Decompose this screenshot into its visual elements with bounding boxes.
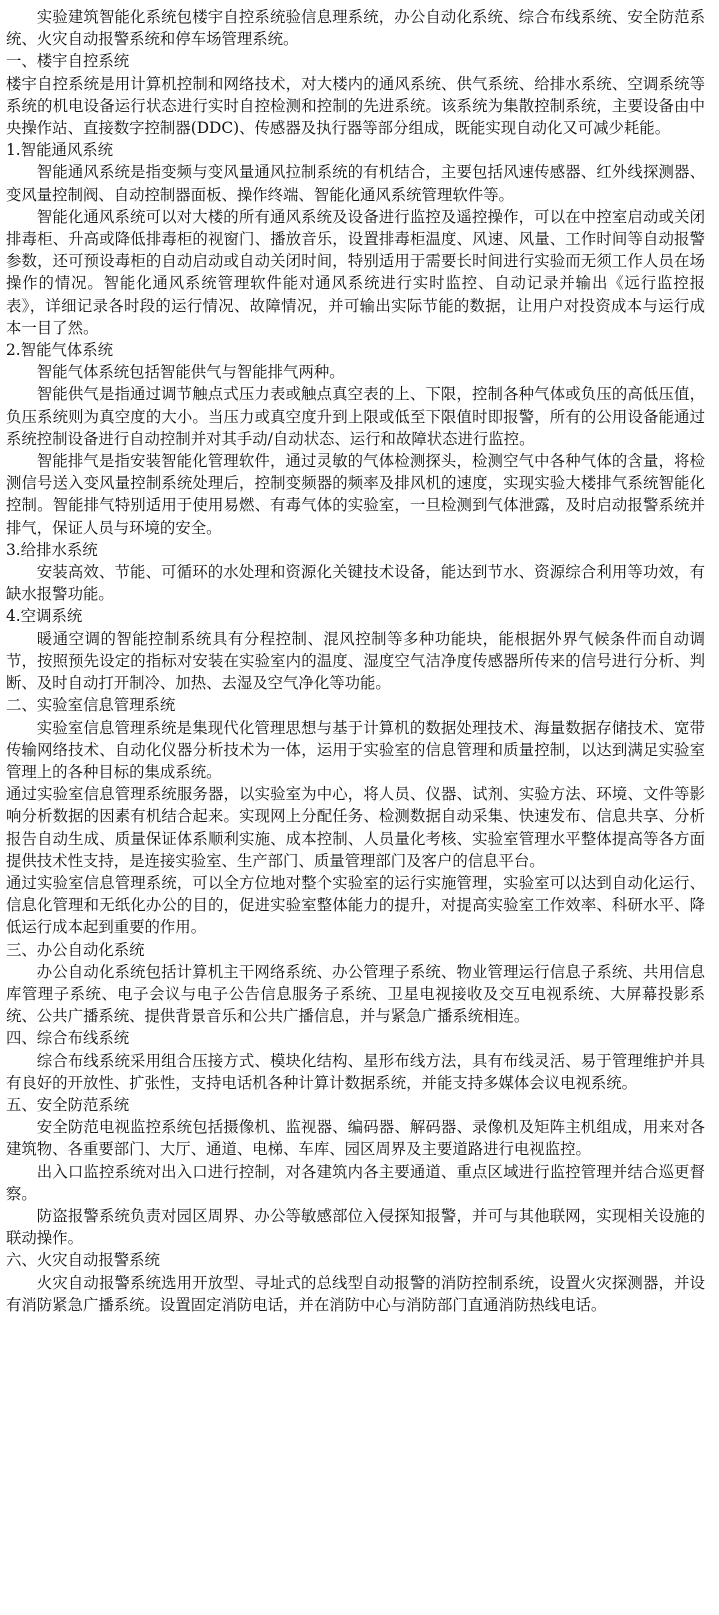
paragraph: 办公自动化系统包括计算机主干网络系统、办公管理子系统、物业管理运行信息子系统、共用信息库管理子系统、电子会议与电子公告信息服务子系统、卫星电视接收及交互电视系统、大屏幕投影系统、公共广播系统、提供背景音乐和公共广播信息，并与紧急广播系统相连。 bbox=[6, 962, 705, 1026]
paragraph: 智能排气是指安装智能化管理软件，通过灵敏的气体检测探头，检测空气中各种气体的含量，将检测信号送入变风量控制系统处理后，控制变频器的频率及排风机的速度，实现实验大楼排气系统智能化控制。智能排气特别适用于使用易燃、有毒气体的实验室，一旦检测到气体泄露，及时启动报警系统并排气，保证人员与环境的安全。 bbox=[6, 452, 705, 537]
paragraph: 楼宇自控系统是用计算机控制和网络技术，对大楼内的通风系统、供气系统、给排水系统、空调系统等系统的机电设备运行状态进行实时自控检测和控制的先进系统。该系统为集散控制系统，主要设备由中央操作站、直接数字控制器(DDC)、传感器及执行器等部分组成，既能实现自动化又可减少耗能。 bbox=[6, 74, 705, 138]
paragraph: 智能供气是指通过调节触点式压力表或触点真空表的上、下限，控制各种气体或负压的高低压值，负压系统则为真空度的大小。当压力或真空度升到上限或低至下限值时即报警，所有的公用设备能通过系统控制设备进行自动控制并对其手动/自动状态、运行和故障状态进行监控。 bbox=[6, 385, 705, 448]
paragraph: 出入口监控系统对出入口进行控制，对各建筑内各主要通道、重点区域进行监控管理并结合巡更督察。 bbox=[6, 1162, 705, 1203]
section-heading: 3.给排水系统 bbox=[6, 540, 98, 559]
paragraph: 通过实验室信息管理系统，可以全方位地对整个实验室的运行实施管理，实验室可以达到自动化运行、信息化管理和无纸化办公的目的，促进实验室整体能力的提升，对提高实验室工作效率、科研水平、降低运行成本起到重要的作用。 bbox=[6, 873, 705, 937]
section-heading: 二、实验室信息管理系统 bbox=[6, 696, 176, 715]
paragraph: 实验建筑智能化系统包楼宇自控系统验信息理系统，办公自动化系统、综合布线系统、安全防范系统、火灾自动报警系统和停车场管理系统。 bbox=[6, 8, 705, 49]
paragraph: 火灾自动报警系统选用开放型、寻址式的总线型自动报警的消防控制系统，设置火灾探测器，并设有消防紧急广播系统。设置固定消防电话，并在消防中心与消防部门直通消防热线电话。 bbox=[6, 1273, 705, 1314]
section-heading: 四、综合布线系统 bbox=[6, 1029, 130, 1048]
paragraph: 实验室信息管理系统是集现代化管理思想与基于计算机的数据处理技术、海量数据存储技术、宽带传输网络技术、自动化仪器分析技术为一体，运用于实验室的信息管理和质量控制，以达到满足实验室管理上的各种目标的集成系统。 bbox=[6, 718, 705, 781]
section-heading: 1.智能通风系统 bbox=[6, 141, 114, 160]
paragraph: 防盗报警系统负责对园区周界、办公等敏感部位入侵探知报警，并可与其他联网，实现相关设施的联动操作。 bbox=[6, 1206, 705, 1248]
section-heading: 2.智能气体系统 bbox=[6, 341, 114, 360]
paragraph: 通过实验室信息管理系统服务器，以实验室为中心，将人员、仪器、试剂、实验方法、环境、文件等影响分析数据的因素有机结合起来。实现网上分配任务、检测数据自动采集、快速发布、信息共享、分析报告自动生成、质量保证体系顺利实施、成本控制、人员量化考核、实验室管理水平整体提高等各方面提供技术性支持，是连接实验室、生产部门、质量管理部门及客户的信息平台。 bbox=[6, 785, 705, 870]
section-heading: 三、办公自动化系统 bbox=[6, 940, 145, 959]
paragraph: 综合布线系统采用组合压接方式、模块化结构、星形布线方法，具有布线灵活、易于管理维护并具有良好的开放性、扩张性，支持电话机各种计算计数据系统，并能支持多媒体会议电视系统。 bbox=[6, 1051, 705, 1092]
section-heading: 五、安全防范系统 bbox=[6, 1095, 130, 1114]
paragraph: 安全防范电视监控系统包括摄像机、监视器、编码器、解码器、录像机及矩阵主机组成，用来对各建筑物、各重要部门、大厅、通道、电梯、车库、园区周界及主要道路进行电视监控。 bbox=[6, 1118, 705, 1159]
section-heading: 六、火灾自动报警系统 bbox=[6, 1251, 160, 1270]
section-heading: 一、楼宇自控系统 bbox=[6, 52, 130, 71]
paragraph: 智能通风系统是指变频与变风量通风拉制系统的有机结合，主要包括风速传感器、红外线探测器、变风量控制阀、自动控制器面板、操作终端、智能化通风系统管理软件等。 bbox=[6, 163, 705, 204]
paragraph: 智能气体系统包括智能供气与智能排气两种。 bbox=[36, 363, 345, 382]
section-heading: 4.空调系统 bbox=[6, 607, 83, 626]
paragraph: 智能化通风系统可以对大楼的所有通风系统及设备进行监控及遥控操作，可以在中控室启动或关闭排毒柜、升高或降低排毒柜的视窗门、播放音乐，设置排毒柜温度、风速、风量、工作时间等自动报警参数，还可预设毒柜的自动启动或自动关闭时间，特别适用于需要长时间进行实验而无须工作人员在场操作的情况。智能化通风系统管理软件能对通风系统进行实时监控、自动记录并输出《远行监控报表》，详细记录各时段的运行情况、故障情况，并可输出实际节能的数据，让用户对投资成本与运行成本一目了然。 bbox=[6, 207, 705, 337]
paragraph: 暖通空调的智能控制系统具有分程控制、混风控制等多种功能块，能根据外界气候条件而自动调节，按照预先设定的指标对安装在实验室内的温度、湿度空气洁净度传感器所传来的信号进行分析、判断、及时自动打开制冷、加热、去湿及空气净化等功能。 bbox=[6, 629, 705, 693]
paragraph: 安装高效、节能、可循环的水处理和资源化关键技术设备，能达到节水、资源综合利用等功效，有缺水报警功能。 bbox=[6, 563, 705, 604]
